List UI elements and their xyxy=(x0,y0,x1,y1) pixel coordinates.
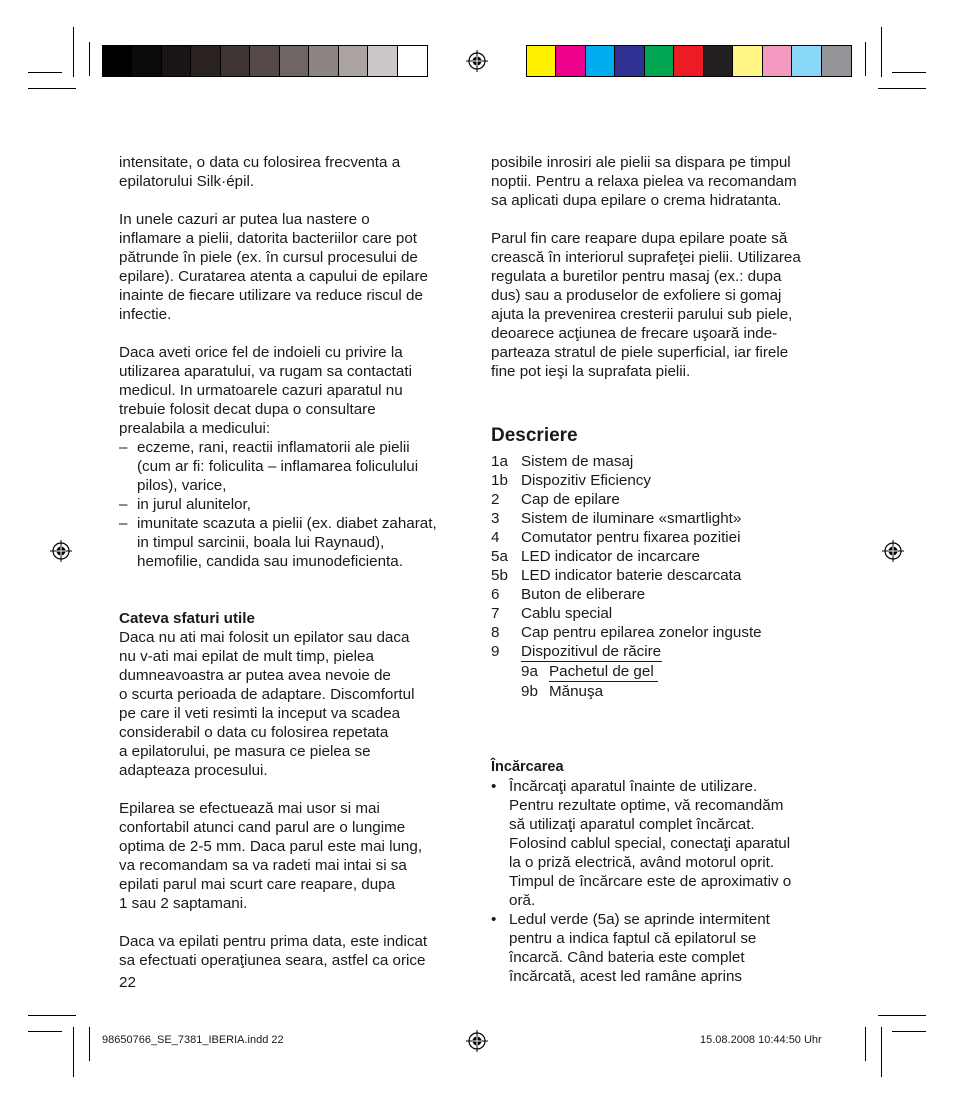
text-line: la o priză electrică, având motorul oprit. xyxy=(509,854,775,871)
text-line: dumneavoastra ar putea avea nevoie de xyxy=(119,667,391,684)
footer-timestamp: 15.08.2008 10:44:50 Uhr xyxy=(700,1034,822,1046)
text-line: Timpul de încărcare este de aproximativ o xyxy=(509,873,792,890)
registration-mark-icon xyxy=(466,50,488,72)
text-line: hemofilie, candida sau imunodeficienta. xyxy=(137,553,403,570)
text-line: utilizarea aparatului, va rugam sa contactati xyxy=(119,363,412,380)
text-line: parteaza stratul de piele superficial, iar firele xyxy=(491,344,789,361)
section-heading: Descriere xyxy=(491,425,578,446)
list-item xyxy=(491,777,841,910)
part-number: 2 xyxy=(491,491,500,508)
dash-marker: – xyxy=(119,496,128,513)
paragraph xyxy=(119,210,469,324)
list-item xyxy=(119,514,469,571)
paragraph xyxy=(491,153,841,210)
list-item xyxy=(119,438,469,495)
crop-mark xyxy=(28,72,62,73)
list-item xyxy=(491,490,841,509)
part-number: 7 xyxy=(491,605,500,622)
text-line: pătrunde în piele (ex. în cursul procesului de xyxy=(119,249,418,266)
part-label: Sistem de masaj xyxy=(521,453,634,470)
text-line: a epilatorului, pe masura ce pielea se xyxy=(119,743,371,760)
text-line: noptii. Pentru a relaxa pielea va recomandam xyxy=(491,173,797,190)
process-color-bar xyxy=(526,45,852,77)
text-line: pilos), varice, xyxy=(137,477,227,494)
color-swatch xyxy=(132,46,161,76)
charging-instructions-list xyxy=(491,777,841,986)
list-item xyxy=(491,452,841,471)
text-line: Daca nu ati mai folosit un epilator sau daca xyxy=(119,629,410,646)
part-number: 9b xyxy=(521,683,538,700)
color-swatch xyxy=(250,46,279,76)
bullet-marker: • xyxy=(491,911,497,928)
text-line: in timpul sarcinii, boala lui Raynaud), xyxy=(137,534,385,551)
text-line: încarcă. Când bateria este complet xyxy=(509,949,745,966)
color-swatch xyxy=(368,46,397,76)
part-label: LED indicator baterie descarcata xyxy=(521,567,742,584)
text-line: confortabil atunci cand parul are o lungime xyxy=(119,819,406,836)
text-line: posibile inrosiri ale pielii sa dispara pe timpul xyxy=(491,154,791,171)
list-item xyxy=(491,509,841,528)
grayscale-color-bar xyxy=(102,45,428,77)
part-number: 1a xyxy=(491,453,508,470)
crop-mark xyxy=(28,1015,76,1016)
text-line: Ledul verde (5a) se aprinde intermitent xyxy=(509,911,770,928)
color-swatch xyxy=(309,46,338,76)
text-line: nu v-ati mai epilat de mult timp, pielea xyxy=(119,648,374,665)
list-item xyxy=(491,528,841,547)
text-line: deoarece acţiunea de frecare uşoară inde- xyxy=(491,325,778,342)
text-line: Epilarea se efectuează mai usor si mai xyxy=(119,800,380,817)
text-line: Daca aveti orice fel de indoieli cu privire la xyxy=(119,344,403,361)
color-swatch xyxy=(162,46,191,76)
color-swatch xyxy=(103,46,132,76)
text-line: In unele cazuri ar putea lua nastere o xyxy=(119,211,370,228)
text-line: sa efectuati operaţiunea seara, astfel ca orice xyxy=(119,952,426,969)
color-swatch xyxy=(280,46,309,76)
text-line: imunitate scazuta a pielii (ex. diabet zaharat, xyxy=(137,515,437,532)
text-line: dus) sau a produselor de exfoliere si gomaj xyxy=(491,287,782,304)
text-line: inflamare a pielii, datorita bacteriilor care pot xyxy=(119,230,417,247)
text-line: Folosind cablul special, conectaţi aparatul xyxy=(509,835,791,852)
text-line: încărcată, acest led ramâne aprins xyxy=(509,968,742,985)
text-line: va recomandam sa va radeti mai intai si sa xyxy=(119,857,407,874)
section-heading: Încărcarea xyxy=(491,759,564,775)
color-swatch xyxy=(733,46,762,76)
part-number: 9 xyxy=(491,643,500,660)
crop-mark xyxy=(73,1027,74,1077)
part-number: 1b xyxy=(491,472,508,489)
crop-mark xyxy=(73,27,74,77)
text-line: adapteaza procesului. xyxy=(119,762,268,779)
registration-mark-icon xyxy=(882,540,904,562)
text-line: trebuie folosit decat dupa o consultare xyxy=(119,401,376,418)
list-item xyxy=(119,495,469,514)
parts-list xyxy=(491,452,841,701)
text-line: epilati parul mai scurt care reapare, dupa xyxy=(119,876,396,893)
list-item xyxy=(491,471,841,490)
text-line: Daca va epilati pentru prima data, este indicat xyxy=(119,933,428,950)
part-label: Cablu special xyxy=(521,605,613,622)
part-label: LED indicator de incarcare xyxy=(521,548,700,565)
crop-mark xyxy=(892,1031,926,1032)
list-item xyxy=(491,910,841,986)
text-line: epilare). Curatarea atenta a capului de epilare xyxy=(119,268,429,285)
text-line: Pentru rezultate optime, vă recomandăm xyxy=(509,797,784,814)
bullet-marker: • xyxy=(491,778,497,795)
color-swatch xyxy=(645,46,674,76)
text-line: prealabila a medicului: xyxy=(119,420,271,437)
right-column xyxy=(491,153,841,986)
text-line: epilatorului Silk·épil. xyxy=(119,173,255,190)
text-line: 1 sau 2 saptamani. xyxy=(119,895,248,912)
list-item xyxy=(491,604,841,623)
color-swatch xyxy=(398,46,427,76)
color-swatch xyxy=(527,46,556,76)
text-line: să utilizaţi aparatul complet încărcat. xyxy=(509,816,755,833)
color-swatch xyxy=(221,46,250,76)
color-swatch xyxy=(822,46,851,76)
part-label: Mănuşa xyxy=(549,683,604,700)
list-item xyxy=(491,566,841,585)
text-line: (cum ar fi: foliculita – inflamarea foliculului xyxy=(137,458,419,475)
crop-mark xyxy=(878,1015,926,1016)
list-item xyxy=(491,547,841,566)
list-item xyxy=(491,623,841,642)
crop-mark xyxy=(865,42,866,76)
part-number: 6 xyxy=(491,586,500,603)
crop-mark xyxy=(89,1027,90,1061)
paragraph xyxy=(119,799,469,913)
left-column xyxy=(119,153,469,970)
dash-marker: – xyxy=(119,439,128,456)
text-line: medicul. In urmatoarele cazuri aparatul nu xyxy=(119,382,403,399)
registration-mark-icon xyxy=(466,1030,488,1052)
text-line: eczeme, rani, reactii inflamatorii ale pielii xyxy=(137,439,410,456)
crop-mark xyxy=(878,88,926,89)
text-line: inainte de fiecare utilizare va reduce riscul de xyxy=(119,287,423,304)
crop-mark xyxy=(881,27,882,77)
color-swatch xyxy=(586,46,615,76)
color-swatch xyxy=(339,46,368,76)
text-line: o scurta perioada de adaptare. Discomfortul xyxy=(119,686,415,703)
part-number: 5b xyxy=(491,567,508,584)
paragraph xyxy=(119,343,469,438)
text-line: regulata a buretilor pentru masaj (ex.: dupa xyxy=(491,268,782,285)
paragraph xyxy=(491,229,841,381)
color-swatch xyxy=(763,46,792,76)
text-line: Parul fin care reapare dupa epilare poate să xyxy=(491,230,788,247)
crop-mark xyxy=(28,1031,62,1032)
text-line: intensitate, o data cu folosirea frecventa a xyxy=(119,154,401,171)
text-line: ajuta la prevenirea cresterii parului sub piele, xyxy=(491,306,793,323)
part-label: Dispozitiv Eficiency xyxy=(521,472,651,489)
part-label: Comutator pentru fixarea pozitiei xyxy=(521,529,741,546)
text-line: oră. xyxy=(509,892,536,909)
part-number: 8 xyxy=(491,624,500,641)
color-swatch xyxy=(674,46,703,76)
text-line: sa aplicati dupa epilare o crema hidratanta. xyxy=(491,192,782,209)
footer-file-name: 98650766_SE_7381_IBERIA.indd 22 xyxy=(102,1034,284,1046)
color-swatch xyxy=(792,46,821,76)
color-swatch xyxy=(556,46,585,76)
text-line: Încărcaţi aparatul înainte de utilizare. xyxy=(509,778,758,795)
text-line: in jurul alunitelor, xyxy=(137,496,251,513)
contraindications-list xyxy=(119,438,469,571)
list-item xyxy=(491,642,841,662)
part-label: Buton de eliberare xyxy=(521,586,646,603)
crop-mark xyxy=(89,42,90,76)
part-label: Pachetul de gel xyxy=(549,662,658,682)
text-line: crească în interiorul suprafeţei pielii. Utilizarea xyxy=(491,249,801,266)
part-number: 5a xyxy=(491,548,508,565)
color-swatch xyxy=(191,46,220,76)
crop-mark xyxy=(865,1027,866,1061)
list-item xyxy=(491,662,841,682)
paragraph xyxy=(119,628,469,780)
registration-mark-icon xyxy=(50,540,72,562)
part-label: Cap pentru epilarea zonelor inguste xyxy=(521,624,762,641)
list-item xyxy=(491,585,841,604)
part-number: 4 xyxy=(491,529,500,546)
list-item xyxy=(491,682,841,701)
text-line: considerabil o data cu folosirea repetata xyxy=(119,724,389,741)
crop-mark xyxy=(28,88,76,89)
text-line: fine pot ieşi la suprafata pielii. xyxy=(491,363,691,380)
text-line: pentru a indica faptul că epilatorul se xyxy=(509,930,757,947)
paragraph xyxy=(119,153,469,191)
part-label: Dispozitivul de răcire xyxy=(521,643,662,660)
dash-marker: – xyxy=(119,515,128,532)
paragraph xyxy=(119,932,469,970)
crop-mark xyxy=(892,72,926,73)
part-label: Sistem de iluminare «smartlight» xyxy=(521,510,742,527)
color-swatch xyxy=(704,46,733,76)
text-line: optima de 2-5 mm. Daca parul este mai lung, xyxy=(119,838,423,855)
crop-mark xyxy=(881,1027,882,1077)
section-heading: Cateva sfaturi utile xyxy=(119,610,255,627)
part-number: 9a xyxy=(521,663,538,680)
text-line: pe care il veti resimti la inceput va scadea xyxy=(119,705,401,722)
part-number: 3 xyxy=(491,510,500,527)
color-swatch xyxy=(615,46,644,76)
part-label: Cap de epilare xyxy=(521,491,620,508)
page-number: 22 xyxy=(119,974,136,991)
text-line: infectie. xyxy=(119,306,172,323)
